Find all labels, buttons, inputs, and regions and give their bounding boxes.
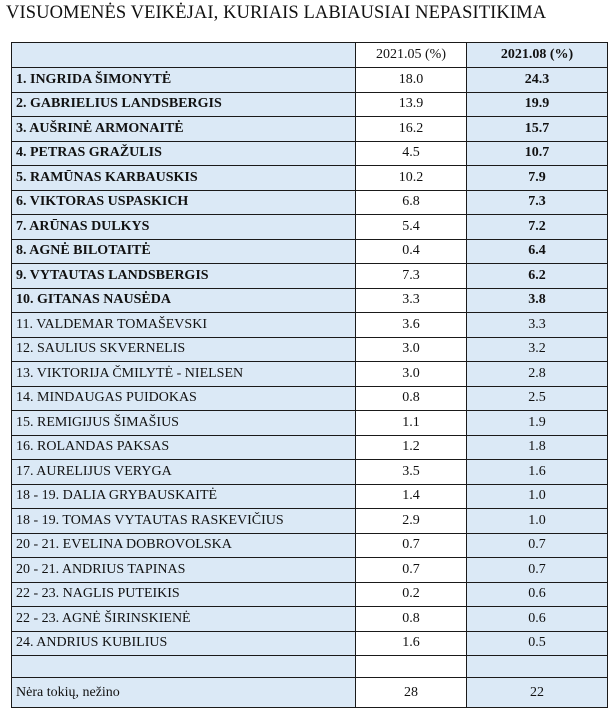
aug-value: 0.5 — [467, 631, 608, 656]
aug-value: 22 — [467, 678, 608, 708]
header-aug-2021: 2021.08 (%) — [467, 43, 608, 68]
table-row — [12, 313, 608, 338]
aug-value: 3.8 — [467, 288, 608, 313]
may-value: 6.8 — [356, 190, 467, 215]
table-title: VISUOMENĖS VEIKĖJAI, KURIAIS LABIAUSIAI NEPASITIKIMA — [6, 3, 547, 23]
table-row — [12, 558, 608, 583]
aug-value: 24.3 — [467, 68, 608, 93]
may-value: 0.8 — [356, 607, 467, 632]
may-value: 1.4 — [356, 484, 467, 509]
may-value: 0.7 — [356, 533, 467, 558]
may-value: 1.6 — [356, 631, 467, 656]
table-row — [12, 631, 608, 656]
may-value: 0.7 — [356, 558, 467, 583]
table-row — [12, 411, 608, 436]
aug-value: 19.9 — [467, 92, 608, 117]
empty-cell — [12, 656, 356, 678]
aug-value: 1.0 — [467, 484, 608, 509]
may-value: 16.2 — [356, 117, 467, 142]
person-name: 12. SAULIUS SKVERNELIS — [12, 337, 356, 362]
distrust-ratings-table — [11, 42, 608, 708]
header-may-2021: 2021.05 (%) — [356, 43, 467, 68]
table-row — [12, 68, 608, 93]
person-name: 17. AURELIJUS VERYGA — [12, 460, 356, 485]
aug-value: 7.2 — [467, 215, 608, 240]
aug-value: 1.0 — [467, 509, 608, 534]
may-value: 13.9 — [356, 92, 467, 117]
aug-value: 1.8 — [467, 435, 608, 460]
table-row — [12, 141, 608, 166]
person-name: 18 - 19. TOMAS VYTAUTAS RASKEVIČIUS — [12, 509, 356, 534]
person-name: 18 - 19. DALIA GRYBAUSKAITĖ — [12, 484, 356, 509]
table-row — [12, 460, 608, 485]
table-row — [12, 215, 608, 240]
aug-value: 6.4 — [467, 239, 608, 264]
table-header-row — [12, 43, 608, 68]
table-row — [12, 117, 608, 142]
may-value: 2.9 — [356, 509, 467, 534]
person-name: 5. RAMŪNAS KARBAUSKIS — [12, 166, 356, 191]
aug-value: 0.6 — [467, 607, 608, 632]
table-row — [12, 92, 608, 117]
no-answer-label: Nėra tokių, nežino — [12, 678, 356, 708]
aug-value: 10.7 — [467, 141, 608, 166]
table-row — [12, 435, 608, 460]
aug-value: 7.9 — [467, 166, 608, 191]
person-name: 11. VALDEMAR TOMAŠEVSKI — [12, 313, 356, 338]
person-name: 13. VIKTORIJA ČMILYTĖ - NIELSEN — [12, 362, 356, 387]
may-value: 4.5 — [356, 141, 467, 166]
person-name: 16. ROLANDAS PAKSAS — [12, 435, 356, 460]
person-name: 8. AGNĖ BILOTAITĖ — [12, 239, 356, 264]
aug-value: 1.6 — [467, 460, 608, 485]
table-row — [12, 607, 608, 632]
person-name: 22 - 23. AGNĖ ŠIRINSKIENĖ — [12, 607, 356, 632]
table-row — [12, 362, 608, 387]
may-value: 3.3 — [356, 288, 467, 313]
person-name: 20 - 21. EVELINA DOBROVOLSKA — [12, 533, 356, 558]
table-row — [12, 288, 608, 313]
person-name: 9. VYTAUTAS LANDSBERGIS — [12, 264, 356, 289]
empty-row — [12, 656, 608, 678]
may-value: 28 — [356, 678, 467, 708]
table-row — [12, 386, 608, 411]
aug-value: 15.7 — [467, 117, 608, 142]
person-name: 22 - 23. NAGLIS PUTEIKIS — [12, 582, 356, 607]
person-name: 14. MINDAUGAS PUIDOKAS — [12, 386, 356, 411]
empty-cell — [356, 656, 467, 678]
person-name: 7. ARŪNAS DULKYS — [12, 215, 356, 240]
table-row — [12, 264, 608, 289]
person-name: 4. PETRAS GRAŽULIS — [12, 141, 356, 166]
may-value: 1.1 — [356, 411, 467, 436]
table-row — [12, 509, 608, 534]
aug-value: 3.3 — [467, 313, 608, 338]
aug-value: 0.7 — [467, 558, 608, 583]
header-name-cell — [12, 43, 356, 68]
table-row — [12, 190, 608, 215]
table-row — [12, 337, 608, 362]
person-name: 24. ANDRIUS KUBILIUS — [12, 631, 356, 656]
may-value: 5.4 — [356, 215, 467, 240]
person-name: 6. VIKTORAS USPASKICH — [12, 190, 356, 215]
aug-value: 2.5 — [467, 386, 608, 411]
no-answer-row — [12, 678, 608, 708]
aug-value: 3.2 — [467, 337, 608, 362]
table-row — [12, 582, 608, 607]
aug-value: 1.9 — [467, 411, 608, 436]
may-value: 3.6 — [356, 313, 467, 338]
may-value: 7.3 — [356, 264, 467, 289]
may-value: 3.5 — [356, 460, 467, 485]
may-value: 0.2 — [356, 582, 467, 607]
person-name: 1. INGRIDA ŠIMONYTĖ — [12, 68, 356, 93]
person-name: 10. GITANAS NAUSĖDA — [12, 288, 356, 313]
person-name: 15. REMIGIJUS ŠIMAŠIUS — [12, 411, 356, 436]
person-name: 2. GABRIELIUS LANDSBERGIS — [12, 92, 356, 117]
aug-value: 7.3 — [467, 190, 608, 215]
aug-value: 0.6 — [467, 582, 608, 607]
may-value: 0.8 — [356, 386, 467, 411]
empty-cell — [467, 656, 608, 678]
may-value: 3.0 — [356, 362, 467, 387]
aug-value: 2.8 — [467, 362, 608, 387]
may-value: 0.4 — [356, 239, 467, 264]
person-name: 3. AUŠRINĖ ARMONAITĖ — [12, 117, 356, 142]
aug-value: 0.7 — [467, 533, 608, 558]
table-row — [12, 166, 608, 191]
may-value: 1.2 — [356, 435, 467, 460]
may-value: 10.2 — [356, 166, 467, 191]
table-row — [12, 533, 608, 558]
may-value: 18.0 — [356, 68, 467, 93]
person-name: 20 - 21. ANDRIUS TAPINAS — [12, 558, 356, 583]
table-row — [12, 484, 608, 509]
table-row — [12, 239, 608, 264]
may-value: 3.0 — [356, 337, 467, 362]
aug-value: 6.2 — [467, 264, 608, 289]
